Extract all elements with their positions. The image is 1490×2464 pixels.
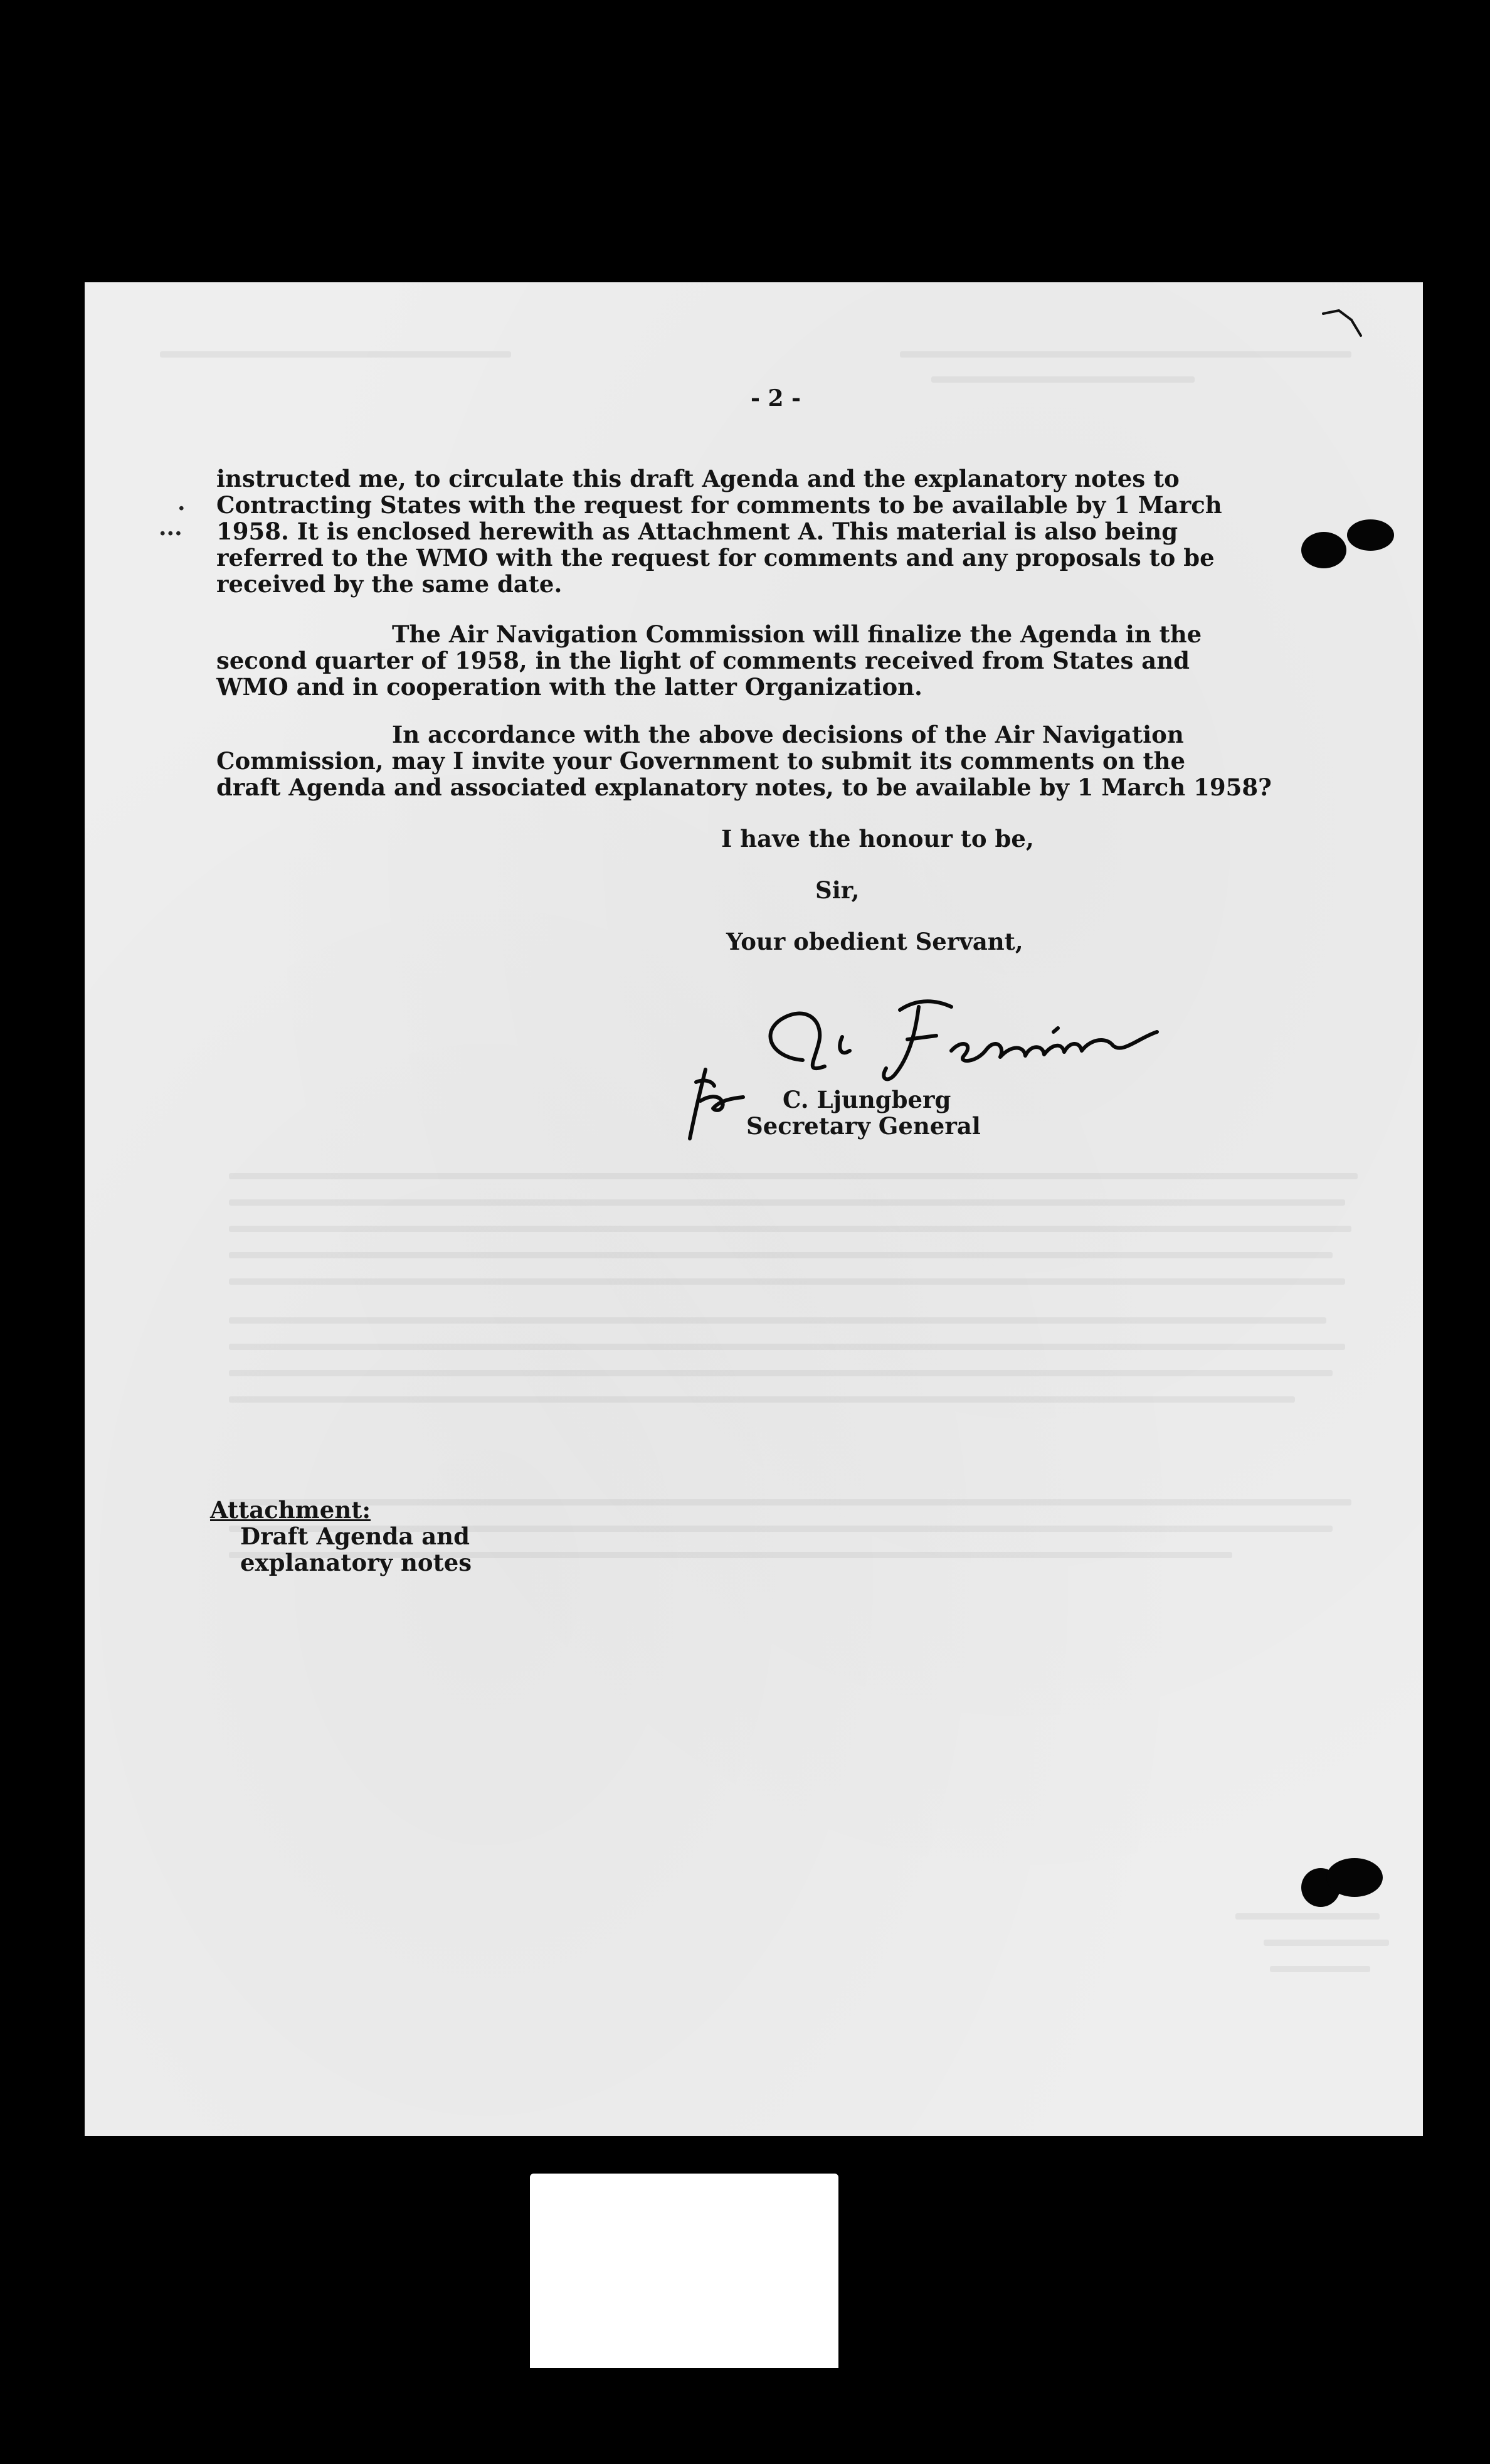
attachment-heading: Attachment: [210, 1496, 371, 1524]
paragraph-1-line-3: 1958. It is enclosed herewith as Attachment A. This material is also being [216, 518, 1178, 545]
paragraph-2-line-2: second quarter of 1958, in the light of comments received from States and [216, 647, 1190, 674]
bleed-through-line [229, 1199, 1345, 1206]
blank-label-card [530, 2174, 838, 2368]
bleed-through-line [229, 1278, 1345, 1285]
page-number: - 2 - [751, 385, 801, 412]
paragraph-2-line-3: WMO and in cooperation with the latter Organization. [216, 673, 922, 701]
paragraph-3-line-3: draft Agenda and associated explanatory notes, to be available by 1 March 1958? [216, 773, 1272, 801]
paragraph-1-line-1: instructed me, to circulate this draft Agenda and the explanatory notes to [216, 465, 1180, 492]
closing-honour: I have the honour to be, [721, 825, 1034, 852]
bleed-through-line [229, 1317, 1326, 1324]
paragraph-1-line-2: Contracting States with the request for comments to be available by 1 March [216, 491, 1222, 519]
ink-blot [1301, 532, 1346, 568]
bleed-through-line [229, 1226, 1351, 1232]
paragraph-1-line-5: received by the same date. [216, 570, 563, 598]
signatory-name: C. Ljungberg [783, 1086, 951, 1113]
bleed-through-line [229, 1526, 1333, 1532]
bleed-through-line [1264, 1940, 1389, 1946]
bleed-through-line [229, 1499, 1351, 1505]
paragraph-1-line-4: referred to the WMO with the request for comments and any proposals to be [216, 544, 1215, 571]
bleed-through-line [160, 351, 511, 358]
attachment-line-2: explanatory notes [240, 1549, 472, 1576]
bleed-through-line [900, 351, 1351, 358]
closing-servant: Your obedient Servant, [726, 928, 1023, 955]
bleed-through-line [229, 1252, 1333, 1258]
bleed-through-line [229, 1552, 1232, 1558]
paragraph-2-line-1: The Air Navigation Commission will finalize the Agenda in the [392, 620, 1202, 648]
for-mark [662, 1057, 756, 1145]
corner-scribble [1317, 301, 1367, 345]
margin-mark-dots: ... [159, 514, 182, 541]
paragraph-3-line-1: In accordance with the above decisions of the Air Navigation [392, 721, 1184, 748]
paragraph-3-line-2: Commission, may I invite your Government to submit its comments on the [216, 747, 1186, 775]
ink-blot [1326, 1858, 1383, 1897]
bleed-through-line [229, 1370, 1333, 1376]
bleed-through-line [931, 376, 1195, 383]
bleed-through-line [229, 1173, 1358, 1179]
signatory-title: Secretary General [746, 1112, 981, 1140]
bleed-through-line [1235, 1913, 1380, 1920]
bleed-through-line [1270, 1966, 1370, 1972]
ink-blot [1347, 519, 1394, 551]
attachment-line-1: Draft Agenda and [240, 1522, 470, 1550]
bleed-through-line [229, 1344, 1345, 1350]
document-page [85, 282, 1423, 2136]
bleed-through-line [229, 1396, 1295, 1403]
closing-salutation: Sir, [815, 876, 860, 904]
margin-mark-dot: . [177, 489, 186, 516]
